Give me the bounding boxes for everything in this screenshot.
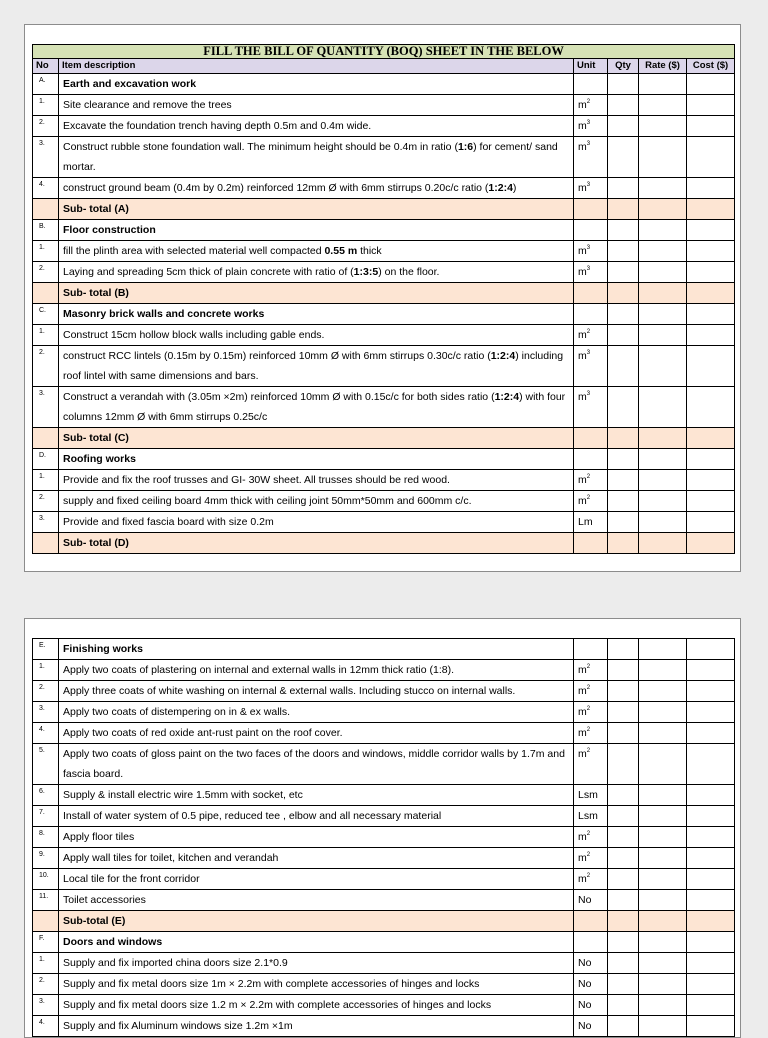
- qty-cell[interactable]: [608, 723, 639, 744]
- cost-cell[interactable]: [687, 660, 735, 681]
- table-row: [33, 806, 735, 827]
- table-row: [33, 785, 735, 806]
- item-unit: $m^3$: [574, 137, 608, 178]
- section-code: C.: [33, 304, 59, 325]
- qty-cell[interactable]: [608, 890, 639, 911]
- rate-cell[interactable]: [639, 806, 687, 827]
- qty-cell[interactable]: [608, 744, 639, 785]
- item-no: 3.: [33, 137, 59, 178]
- header-unit: Unit: [574, 59, 608, 74]
- cost-cell[interactable]: [687, 932, 735, 953]
- cost-cell[interactable]: [687, 449, 735, 470]
- cost-cell[interactable]: [687, 512, 735, 533]
- item-description: Toilet accessories: [59, 890, 574, 911]
- sheet-title: FILL THE BILL OF QUANTITY (BOQ) SHEET IN THE BELOW: [33, 45, 735, 59]
- rate-cell[interactable]: [639, 491, 687, 512]
- cost-cell[interactable]: [687, 199, 735, 220]
- rate-cell[interactable]: [639, 848, 687, 869]
- cost-cell[interactable]: [687, 304, 735, 325]
- section-title: Doors and windows: [59, 932, 574, 953]
- qty-cell[interactable]: [608, 953, 639, 974]
- item-unit: $m^2$: [574, 470, 608, 491]
- item-no: 1.: [33, 660, 59, 681]
- qty-cell[interactable]: [608, 639, 639, 660]
- cost-cell[interactable]: [687, 491, 735, 512]
- item-unit: $m^2$: [574, 95, 608, 116]
- table-row: [33, 1016, 735, 1037]
- subtotal-label: Sub- total (D): [59, 533, 574, 554]
- item-description: Construct rubble stone foundation wall. The minimum height should be 0.4m in ratio (1:6) for cement/ sand mortar.: [59, 137, 574, 178]
- qty-cell[interactable]: [608, 660, 639, 681]
- item-description: Supply and fix metal doors size 1.2 m × 2.2m with complete accessories of hinges and locks: [59, 995, 574, 1016]
- rate-cell[interactable]: [639, 178, 687, 199]
- section-row: [33, 932, 735, 953]
- section-code: F.: [33, 932, 59, 953]
- cost-cell[interactable]: [687, 95, 735, 116]
- subtotal-label: Sub- total (C): [59, 428, 574, 449]
- section-code: A.: [33, 74, 59, 95]
- cost-cell[interactable]: [687, 74, 735, 95]
- subtotal-label: Sub-total (E): [59, 911, 574, 932]
- cost-cell[interactable]: [687, 346, 735, 387]
- rate-cell[interactable]: [639, 116, 687, 137]
- cost-cell[interactable]: [687, 533, 735, 554]
- subtotal-label: Sub- total (B): [59, 283, 574, 304]
- item-description: Construct a verandah with (3.05m ×2m) reinforced 10mm Ø with 0.15c/c for both sides ratio (1:2:4) with four columns 12mm Ø with 6mm stirrups 0.25c/c: [59, 387, 574, 428]
- table-row: [33, 723, 735, 744]
- rate-cell[interactable]: [639, 346, 687, 387]
- cost-cell[interactable]: [687, 869, 735, 890]
- item-no: 1.: [33, 325, 59, 346]
- header-description: Item description: [59, 59, 574, 74]
- rate-cell[interactable]: [639, 262, 687, 283]
- cost-cell[interactable]: [687, 995, 735, 1016]
- qty-cell[interactable]: [608, 932, 639, 953]
- item-no: 1.: [33, 95, 59, 116]
- section-code: D.: [33, 449, 59, 470]
- item-description: Local tile for the front corridor: [59, 869, 574, 890]
- item-no: 8.: [33, 827, 59, 848]
- item-description: Construct 15cm hollow block walls including gable ends.: [59, 325, 574, 346]
- table-row: [33, 325, 735, 346]
- subtotal-row: [33, 199, 735, 220]
- table-row: [33, 995, 735, 1016]
- qty-cell[interactable]: [608, 702, 639, 723]
- qty-cell[interactable]: [608, 974, 639, 995]
- qty-cell[interactable]: [608, 995, 639, 1016]
- qty-cell[interactable]: [608, 95, 639, 116]
- cost-cell[interactable]: [687, 283, 735, 304]
- rate-cell[interactable]: [639, 533, 687, 554]
- item-description: supply and fixed ceiling board 4mm thick with ceiling joint 50mm*50mm and 600mm c/c.: [59, 491, 574, 512]
- rate-cell[interactable]: [639, 932, 687, 953]
- qty-cell[interactable]: [608, 428, 639, 449]
- section-code: B.: [33, 220, 59, 241]
- section-title: Finishing works: [59, 639, 574, 660]
- table-row: [33, 95, 735, 116]
- boq-page-1: [24, 24, 741, 572]
- cost-cell[interactable]: [687, 116, 735, 137]
- table-row: [33, 827, 735, 848]
- item-no: 1.: [33, 470, 59, 491]
- qty-cell[interactable]: [608, 470, 639, 491]
- rate-cell[interactable]: [639, 911, 687, 932]
- rate-cell[interactable]: [639, 241, 687, 262]
- item-unit: $m^3$: [574, 346, 608, 387]
- item-unit: $m^2$: [574, 325, 608, 346]
- rate-cell[interactable]: [639, 449, 687, 470]
- rate-cell[interactable]: [639, 660, 687, 681]
- boq-page-2: [24, 618, 741, 1038]
- table-row: [33, 890, 735, 911]
- table-row: [33, 346, 735, 387]
- subtotal-row: [33, 283, 735, 304]
- item-description: Apply three coats of white washing on internal & external walls. Including stucco on internal walls.: [59, 681, 574, 702]
- item-description: Supply and fix imported china doors size 2.1*0.9: [59, 953, 574, 974]
- item-no: 2.: [33, 491, 59, 512]
- qty-cell[interactable]: [608, 262, 639, 283]
- subtotal-row: [33, 428, 735, 449]
- item-description: Supply and fix metal doors size 1m × 2.2m with complete accessories of hinges and locks: [59, 974, 574, 995]
- header-no: No: [33, 59, 59, 74]
- rate-cell[interactable]: [639, 220, 687, 241]
- item-unit: $m^2$: [574, 848, 608, 869]
- qty-cell[interactable]: [608, 116, 639, 137]
- item-unit: $m^3$: [574, 387, 608, 428]
- rate-cell[interactable]: [639, 512, 687, 533]
- item-no: 1.: [33, 241, 59, 262]
- cost-cell[interactable]: [687, 890, 735, 911]
- item-no: 3.: [33, 512, 59, 533]
- item-description: Provide and fixed fascia board with size 0.2m: [59, 512, 574, 533]
- table-row: [33, 262, 735, 283]
- rate-cell[interactable]: [639, 744, 687, 785]
- item-description: Apply two coats of plastering on internal and external walls in 12mm thick ratio (1:8).: [59, 660, 574, 681]
- item-no: 6.: [33, 785, 59, 806]
- rate-cell[interactable]: [639, 890, 687, 911]
- table-row: [33, 387, 735, 428]
- cost-cell[interactable]: [687, 911, 735, 932]
- title-row: [33, 45, 735, 59]
- item-description: Site clearance and remove the trees: [59, 95, 574, 116]
- item-unit: $m^2$: [574, 491, 608, 512]
- rate-cell[interactable]: [639, 304, 687, 325]
- cost-cell[interactable]: [687, 262, 735, 283]
- item-no: 2.: [33, 346, 59, 387]
- cost-cell[interactable]: [687, 723, 735, 744]
- item-description: Apply floor tiles: [59, 827, 574, 848]
- cost-cell[interactable]: [687, 681, 735, 702]
- rate-cell[interactable]: [639, 387, 687, 428]
- qty-cell[interactable]: [608, 533, 639, 554]
- item-description: construct ground beam (0.4m by 0.2m) reinforced 12mm Ø with 6mm stirrups 0.20c/c ratio (1:2:4): [59, 178, 574, 199]
- item-no: 2.: [33, 262, 59, 283]
- item-no: 10.: [33, 869, 59, 890]
- item-unit: Lm: [574, 512, 608, 533]
- item-no: 11.: [33, 890, 59, 911]
- header-cost: Cost ($): [687, 59, 735, 74]
- cost-cell[interactable]: [687, 1016, 735, 1037]
- header-qty: Qty: [608, 59, 639, 74]
- item-no: 4.: [33, 178, 59, 199]
- qty-cell[interactable]: [608, 449, 639, 470]
- qty-cell[interactable]: [608, 241, 639, 262]
- table-row: [33, 178, 735, 199]
- item-no: 3.: [33, 387, 59, 428]
- qty-cell[interactable]: [608, 806, 639, 827]
- qty-cell[interactable]: [608, 869, 639, 890]
- section-title: Masonry brick walls and concrete works: [59, 304, 574, 325]
- qty-cell[interactable]: [608, 199, 639, 220]
- rate-cell[interactable]: [639, 702, 687, 723]
- item-no: 2.: [33, 681, 59, 702]
- cost-cell[interactable]: [687, 785, 735, 806]
- section-title: Roofing works: [59, 449, 574, 470]
- item-no: 3.: [33, 702, 59, 723]
- cost-cell[interactable]: [687, 974, 735, 995]
- table-row: [33, 681, 735, 702]
- rate-cell[interactable]: [639, 869, 687, 890]
- item-description: Supply & install electric wire 1.5mm with socket, etc: [59, 785, 574, 806]
- item-unit: $m^2$: [574, 723, 608, 744]
- cost-cell[interactable]: [687, 241, 735, 262]
- table-row: [33, 116, 735, 137]
- qty-cell[interactable]: [608, 304, 639, 325]
- section-row: [33, 639, 735, 660]
- rate-cell[interactable]: [639, 639, 687, 660]
- item-no: 4.: [33, 1016, 59, 1037]
- section-row: [33, 74, 735, 95]
- cost-cell[interactable]: [687, 137, 735, 178]
- qty-cell[interactable]: [608, 283, 639, 304]
- section-title: Earth and excavation work: [59, 74, 574, 95]
- qty-cell[interactable]: [608, 137, 639, 178]
- cost-cell[interactable]: [687, 387, 735, 428]
- item-no: 2.: [33, 974, 59, 995]
- qty-cell[interactable]: [608, 911, 639, 932]
- item-no: 1.: [33, 953, 59, 974]
- qty-cell[interactable]: [608, 1016, 639, 1037]
- item-unit: $m^2$: [574, 702, 608, 723]
- item-no: 7.: [33, 806, 59, 827]
- qty-cell[interactable]: [608, 681, 639, 702]
- qty-cell[interactable]: [608, 512, 639, 533]
- rate-cell[interactable]: [639, 428, 687, 449]
- table-row: [33, 137, 735, 178]
- rate-cell[interactable]: [639, 470, 687, 491]
- item-unit: $m^2$: [574, 681, 608, 702]
- rate-cell[interactable]: [639, 953, 687, 974]
- item-no: 2.: [33, 116, 59, 137]
- table-row: [33, 512, 735, 533]
- item-unit: No: [574, 890, 608, 911]
- subtotal-row: [33, 533, 735, 554]
- cost-cell[interactable]: [687, 470, 735, 491]
- qty-cell[interactable]: [608, 785, 639, 806]
- rate-cell[interactable]: [639, 325, 687, 346]
- cost-cell[interactable]: [687, 827, 735, 848]
- item-unit: No: [574, 953, 608, 974]
- item-no: 9.: [33, 848, 59, 869]
- item-unit: $m^3$: [574, 116, 608, 137]
- rate-cell[interactable]: [639, 974, 687, 995]
- rate-cell[interactable]: [639, 199, 687, 220]
- subtotal-label: Sub- total (A): [59, 199, 574, 220]
- item-unit: $m^2$: [574, 827, 608, 848]
- table-row: [33, 241, 735, 262]
- cost-cell[interactable]: [687, 702, 735, 723]
- table-row: [33, 491, 735, 512]
- item-description: Install of water system of 0.5 pipe, reduced tee , elbow and all necessary material: [59, 806, 574, 827]
- item-unit: $m^3$: [574, 262, 608, 283]
- item-unit: $m^2$: [574, 660, 608, 681]
- item-unit: No: [574, 974, 608, 995]
- item-unit: $m^3$: [574, 241, 608, 262]
- cost-cell[interactable]: [687, 953, 735, 974]
- qty-cell[interactable]: [608, 220, 639, 241]
- qty-cell[interactable]: [608, 387, 639, 428]
- qty-cell[interactable]: [608, 178, 639, 199]
- table-row: [33, 869, 735, 890]
- table-row: [33, 702, 735, 723]
- qty-cell[interactable]: [608, 827, 639, 848]
- qty-cell[interactable]: [608, 848, 639, 869]
- item-no: 3.: [33, 995, 59, 1016]
- item-description: Provide and fix the roof trusses and GI- 30W sheet. All trusses should be red wood.: [59, 470, 574, 491]
- table-row: [33, 660, 735, 681]
- header-rate: Rate ($): [639, 59, 687, 74]
- item-unit: Lsm: [574, 785, 608, 806]
- boq-table-1: [32, 44, 735, 554]
- rate-cell[interactable]: [639, 785, 687, 806]
- cost-cell[interactable]: [687, 806, 735, 827]
- cost-cell[interactable]: [687, 848, 735, 869]
- section-row: [33, 449, 735, 470]
- item-unit: No: [574, 1016, 608, 1037]
- cost-cell[interactable]: [687, 639, 735, 660]
- table-row: [33, 953, 735, 974]
- table-row: [33, 470, 735, 491]
- item-unit: $m^2$: [574, 744, 608, 785]
- item-unit: Lsm: [574, 806, 608, 827]
- table-row: [33, 974, 735, 995]
- section-code: E.: [33, 639, 59, 660]
- item-description: Apply two coats of distempering on in & ex walls.: [59, 702, 574, 723]
- qty-cell[interactable]: [608, 325, 639, 346]
- item-description: Apply wall tiles for toilet, kitchen and verandah: [59, 848, 574, 869]
- cost-cell[interactable]: [687, 744, 735, 785]
- cost-cell[interactable]: [687, 178, 735, 199]
- rate-cell[interactable]: [639, 283, 687, 304]
- cost-cell[interactable]: [687, 325, 735, 346]
- rate-cell[interactable]: [639, 995, 687, 1016]
- item-no: 4.: [33, 723, 59, 744]
- item-description: fill the plinth area with selected material well compacted 0.55 m thick: [59, 241, 574, 262]
- header-row: [33, 59, 735, 74]
- cost-cell[interactable]: [687, 220, 735, 241]
- item-unit: $m^3$: [574, 178, 608, 199]
- qty-cell[interactable]: [608, 346, 639, 387]
- item-description: construct RCC lintels (0.15m by 0.15m) reinforced 10mm Ø with 6mm stirrups 0.30c/c ratio (1:2:4) including roof lintel with same dimensions and bars.: [59, 346, 574, 387]
- subtotal-row: [33, 911, 735, 932]
- table-row: [33, 744, 735, 785]
- qty-cell[interactable]: [608, 491, 639, 512]
- rate-cell[interactable]: [639, 723, 687, 744]
- section-row: [33, 304, 735, 325]
- rate-cell[interactable]: [639, 95, 687, 116]
- item-description: Apply two coats of gloss paint on the two faces of the doors and windows, middle corridor walls by 1.7m and fascia board.: [59, 744, 574, 785]
- cost-cell[interactable]: [687, 428, 735, 449]
- table-row: [33, 848, 735, 869]
- rate-cell[interactable]: [639, 1016, 687, 1037]
- rate-cell[interactable]: [639, 827, 687, 848]
- item-unit: $m^2$: [574, 869, 608, 890]
- rate-cell[interactable]: [639, 74, 687, 95]
- item-description: Laying and spreading 5cm thick of plain concrete with ratio of (1:3:5) on the floor.: [59, 262, 574, 283]
- qty-cell[interactable]: [608, 74, 639, 95]
- item-no: 5.: [33, 744, 59, 785]
- rate-cell[interactable]: [639, 681, 687, 702]
- item-unit: No: [574, 995, 608, 1016]
- section-row: [33, 220, 735, 241]
- rate-cell[interactable]: [639, 137, 687, 178]
- item-description: Excavate the foundation trench having depth 0.5m and 0.4m wide.: [59, 116, 574, 137]
- item-description: Apply two coats of red oxide ant-rust paint on the roof cover.: [59, 723, 574, 744]
- section-title: Floor construction: [59, 220, 574, 241]
- item-description: Supply and fix Aluminum windows size 1.2m ×1m: [59, 1016, 574, 1037]
- boq-table-2: [32, 638, 735, 1037]
